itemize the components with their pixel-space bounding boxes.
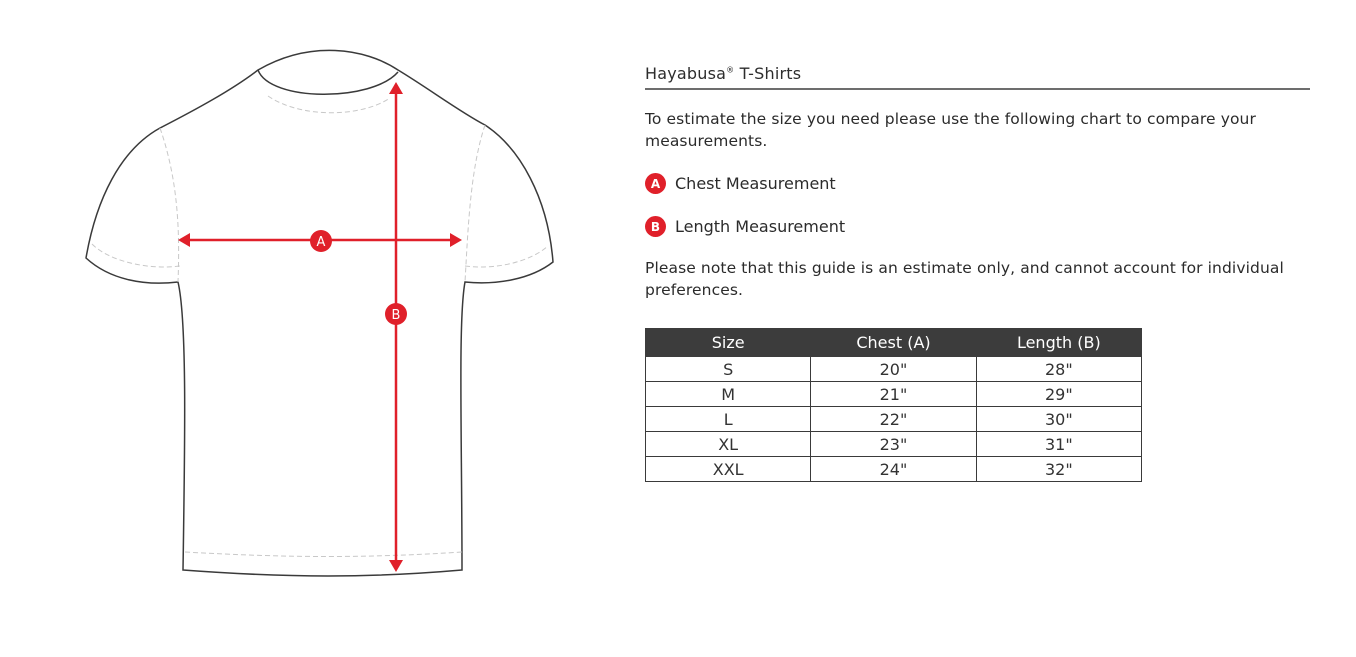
chest-legend-label: Chest Measurement bbox=[675, 174, 836, 193]
size-table bbox=[645, 328, 1142, 482]
cell-length: 29" bbox=[976, 382, 1141, 407]
cell-length: 32" bbox=[976, 457, 1141, 482]
length-legend-label: Length Measurement bbox=[675, 217, 846, 236]
registered-mark: ® bbox=[726, 65, 735, 75]
cell-size: XL bbox=[646, 432, 811, 457]
chest-marker-label: A bbox=[316, 235, 326, 250]
table-row bbox=[646, 457, 1142, 482]
cell-chest: 22" bbox=[811, 407, 976, 432]
cell-chest: 24" bbox=[811, 457, 976, 482]
table-row bbox=[646, 432, 1142, 457]
tshirt-outline bbox=[86, 50, 553, 576]
size-guide-panel bbox=[645, 60, 1310, 301]
cell-length: 28" bbox=[976, 357, 1141, 382]
cell-chest: 21" bbox=[811, 382, 976, 407]
header-size: Size bbox=[646, 329, 811, 357]
cell-size: M bbox=[646, 382, 811, 407]
chest-badge: A bbox=[645, 173, 666, 194]
length-badge: B bbox=[645, 216, 666, 237]
cell-length: 31" bbox=[976, 432, 1141, 457]
length-marker-label: B bbox=[391, 308, 401, 323]
title-suffix: T-Shirts bbox=[734, 64, 802, 83]
note-text: Please note that this guide is an estimate only, and cannot account for individual preferences. bbox=[645, 259, 1284, 299]
cell-size: S bbox=[646, 357, 811, 382]
table-row bbox=[646, 407, 1142, 432]
brand-name: Hayabusa bbox=[645, 64, 727, 83]
page-title bbox=[645, 60, 1310, 90]
header-length: Length (B) bbox=[976, 329, 1141, 357]
table-row bbox=[646, 357, 1142, 382]
legend-item-chest bbox=[645, 173, 1310, 194]
tshirt-diagram bbox=[0, 0, 640, 657]
cell-length: 30" bbox=[976, 407, 1141, 432]
cell-size: L bbox=[646, 407, 811, 432]
table-header-row bbox=[646, 329, 1142, 357]
cell-size: XXL bbox=[646, 457, 811, 482]
cell-chest: 23" bbox=[811, 432, 976, 457]
cell-chest: 20" bbox=[811, 357, 976, 382]
intro-text: To estimate the size you need please use the following chart to compare your measurements. bbox=[645, 110, 1256, 150]
table-row bbox=[646, 382, 1142, 407]
legend-item-length bbox=[645, 216, 1310, 237]
header-chest: Chest (A) bbox=[811, 329, 976, 357]
